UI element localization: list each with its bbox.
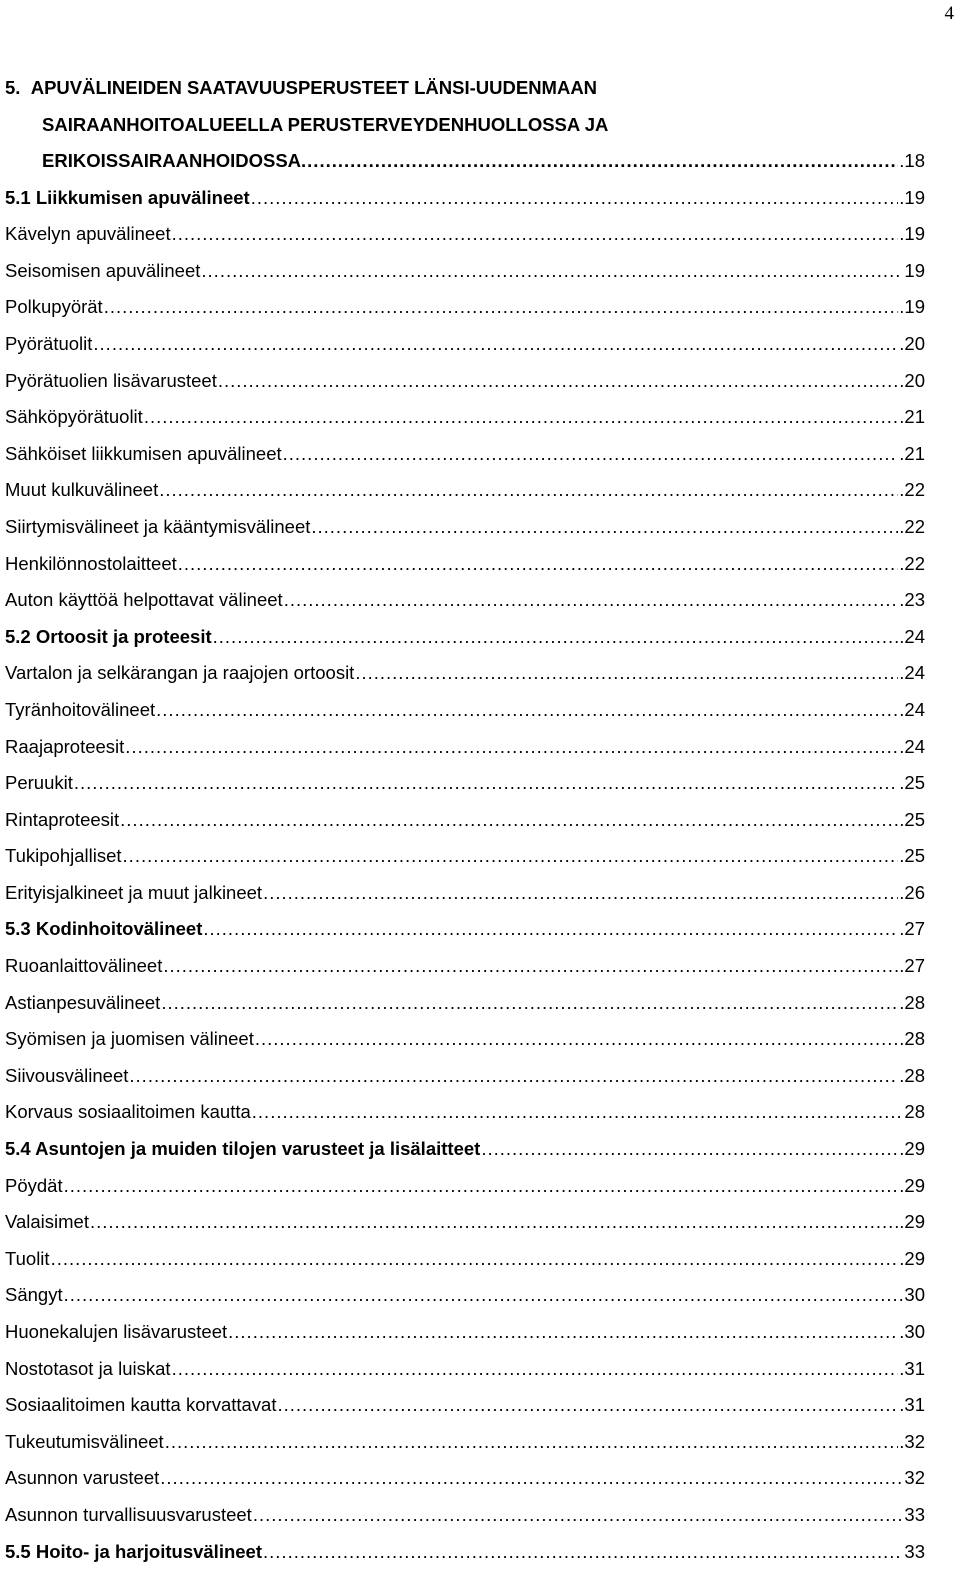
toc-entry[interactable]	[5, 363, 925, 400]
dot-leader	[307, 143, 898, 180]
toc-entry[interactable]	[5, 875, 925, 912]
toc-entry[interactable]	[5, 180, 925, 217]
dot-leader	[64, 1277, 904, 1314]
dot-leader	[161, 985, 898, 1022]
toc-entry-label: Astianpesuvälineet	[5, 991, 161, 1013]
toc-entry-page-number: .26	[899, 881, 925, 903]
toc-entry-label: Nostotasot ja luiskat	[5, 1357, 171, 1379]
toc-entry-label: Tyränhoitovälineet	[5, 698, 156, 720]
toc-entry-page-number: .24	[899, 735, 925, 757]
toc-entry-page-number: .27	[899, 955, 925, 977]
toc-entry-page-number: .25	[899, 772, 925, 794]
dot-leader	[283, 436, 899, 473]
toc-entry-page-number: .30	[899, 1321, 925, 1342]
toc-entry-label: 5.2 Ortoosit ja proteesit	[5, 625, 212, 647]
dot-leader	[93, 326, 898, 363]
toc-entry-page-number: 32	[904, 1467, 925, 1489]
toc-entry-label: Valaisimet	[5, 1211, 89, 1233]
toc-entry[interactable]	[5, 472, 925, 509]
toc-entry[interactable]	[5, 1241, 925, 1278]
toc-entry[interactable]	[5, 985, 925, 1022]
toc-entry-label: Ruoanlaittovälineet	[5, 955, 163, 977]
toc-entry[interactable]	[5, 619, 925, 656]
dot-leader	[203, 911, 898, 948]
dot-leader	[255, 1021, 898, 1058]
chapter-heading-line-1	[5, 70, 925, 107]
toc-entry-label: Tuolit	[5, 1247, 50, 1269]
toc-entry[interactable]	[5, 326, 925, 363]
toc-entry-page-number: .29	[899, 1174, 925, 1196]
toc-entry-label: Sängyt	[5, 1284, 63, 1306]
toc-entry-page-number: .29	[899, 1211, 925, 1233]
toc-entry[interactable]	[5, 692, 925, 729]
dot-leader	[228, 1314, 898, 1351]
toc-entry-page-number: .25	[899, 808, 925, 830]
toc-entry[interactable]	[5, 765, 925, 802]
dot-leader	[284, 582, 899, 619]
dot-leader	[64, 1168, 899, 1205]
toc-entry-page-number: 19	[904, 259, 925, 281]
toc-entry-label: Kävelyn apuvälineet	[5, 223, 171, 245]
toc-entry[interactable]	[5, 216, 925, 253]
toc-entry-page-number: .20	[899, 369, 925, 391]
toc-entry-page-number: .29	[899, 1247, 925, 1269]
dot-leader	[144, 399, 898, 436]
toc-entry[interactable]	[5, 1204, 925, 1241]
toc-entry-page-number: .28	[899, 991, 925, 1013]
dot-leader	[90, 1204, 898, 1241]
toc-entry-label: 5.3 Kodinhoitovälineet	[5, 918, 203, 940]
page-number: 4	[944, 3, 954, 24]
toc-entry-label: Syömisen ja juomisen välineet	[5, 1028, 254, 1050]
dot-leader	[172, 1351, 899, 1388]
toc-entry-page-number: .21	[899, 406, 925, 428]
dot-leader	[120, 802, 898, 839]
toc-entry-label: Raajaproteesit	[5, 735, 125, 757]
toc-entry-page-number: .19	[899, 186, 925, 208]
toc-entry-page-number: .24	[899, 625, 925, 647]
toc-entry[interactable]	[5, 1424, 925, 1461]
dot-leader	[213, 619, 899, 656]
toc-entry-label: Rintaproteesit	[5, 808, 120, 830]
toc-entry[interactable]	[5, 838, 925, 875]
dot-leader	[104, 289, 899, 326]
toc-entry-page-number: .28	[899, 1028, 925, 1050]
chapter-number: 5.	[5, 77, 21, 98]
toc-entry[interactable]	[5, 655, 925, 692]
dot-leader	[172, 216, 899, 253]
toc-entry-page-number: .27	[899, 918, 925, 940]
toc-entry-label: 5.5 Hoito- ja harjoitusvälineet	[5, 1540, 263, 1562]
toc-entry-page-number: 30	[904, 1284, 925, 1306]
dot-leader	[277, 1387, 898, 1424]
dot-leader	[159, 472, 898, 509]
toc-entry-label: Asunnon varusteet	[5, 1467, 160, 1489]
chapter-title-part-3: ERIKOISSAIRAANHOIDOSSA.	[42, 150, 307, 171]
toc-entry[interactable]	[5, 1534, 925, 1570]
toc-entry-label: Tukipohjalliset	[5, 845, 122, 867]
toc-entry-label: 5.1 Liikkumisen apuvälineet	[5, 186, 250, 208]
dot-leader	[251, 180, 899, 217]
toc-entry[interactable]	[5, 729, 925, 766]
toc-entry[interactable]	[5, 436, 925, 473]
toc-entry-label: Vartalon ja selkärangan ja raajojen ortoosit	[5, 662, 355, 684]
table-of-contents	[5, 70, 925, 1570]
toc-entry[interactable]	[5, 948, 925, 985]
chapter-heading-line-2: SAIRAANHOITOALUEELLA PERUSTERVEYDENHUOLLOSSA JA	[42, 113, 609, 135]
dot-leader	[51, 1241, 899, 1278]
toc-entry[interactable]	[5, 1460, 925, 1497]
toc-entry-page-number: .23	[899, 589, 925, 611]
toc-entry-label: Asunnon turvallisuusvarusteet	[5, 1503, 252, 1525]
toc-entry-page-number: .24	[899, 662, 925, 684]
toc-entry-page-number: .31	[899, 1357, 925, 1379]
toc-entry-label: 5.4 Asuntojen ja muiden tilojen varusteet ja lisälaitteet	[5, 1138, 481, 1160]
toc-entry-label: Siirtymisvälineet ja kääntymisvälineet	[5, 515, 311, 537]
chapter-heading-line-3	[5, 143, 925, 180]
toc-entry-page-number: .22	[899, 515, 925, 537]
toc-entry-page-number: .31	[899, 1394, 925, 1416]
dot-leader	[125, 729, 898, 766]
toc-entry[interactable]	[5, 1168, 925, 1205]
toc-entry-page-number: .32	[899, 1430, 925, 1452]
toc-entry-label: Pöydät	[5, 1174, 63, 1196]
toc-entry[interactable]	[5, 802, 925, 839]
dot-leader	[129, 1058, 898, 1095]
toc-entry[interactable]	[5, 1351, 925, 1388]
toc-entry-page-number: .21	[899, 442, 925, 464]
dot-leader	[481, 1131, 898, 1168]
dot-leader	[253, 1497, 904, 1534]
toc-entry[interactable]	[5, 911, 925, 948]
toc-entry-label: Sähköpyörätuolit	[5, 406, 143, 428]
toc-entry-page-number: .19	[899, 296, 925, 318]
toc-entry-label: Seisomisen apuvälineet	[5, 259, 201, 281]
toc-entry[interactable]	[5, 1497, 925, 1534]
toc-entry-page-number: .22	[899, 552, 925, 574]
toc-entry-page-number: .29	[899, 1138, 925, 1160]
dot-leader	[218, 363, 898, 400]
toc-entry-label: Henkilönnostolaitteet	[5, 552, 177, 574]
dot-leader	[263, 875, 898, 912]
toc-entry-page-number: .20	[899, 332, 925, 354]
dot-leader	[160, 1460, 903, 1497]
dot-leader	[156, 692, 898, 729]
toc-entry[interactable]	[5, 1058, 925, 1095]
dot-leader	[201, 253, 903, 290]
toc-entry[interactable]	[5, 1094, 925, 1131]
toc-entry-list	[5, 180, 925, 1570]
toc-entry[interactable]	[5, 1314, 925, 1351]
toc-entry-page-number: 33	[904, 1540, 925, 1562]
toc-entry-label: Korvaus sosiaalitoimen kautta	[5, 1101, 251, 1123]
toc-entry-label: Erityisjalkineet ja muut jalkineet	[5, 881, 263, 903]
dot-leader	[178, 546, 899, 583]
toc-entry-label: Siivousvälineet	[5, 1064, 129, 1086]
toc-entry-label: Pyörätuolien lisävarusteet	[5, 369, 217, 391]
toc-entry-page-number: 33	[904, 1503, 925, 1525]
toc-entry-page-number: .28	[899, 1064, 925, 1086]
toc-entry-label: Sosiaalitoimen kautta korvattavat	[5, 1394, 277, 1416]
dot-leader	[252, 1094, 904, 1131]
dot-leader	[355, 655, 898, 692]
toc-entry[interactable]	[5, 1277, 925, 1314]
toc-entry-page-number: 28	[904, 1101, 925, 1123]
toc-entry-label: Polkupyörät	[5, 296, 103, 318]
toc-entry-label: Peruukit	[5, 772, 73, 794]
toc-entry-page-number: .25	[899, 845, 925, 867]
chapter-heading[interactable]	[5, 70, 925, 180]
toc-entry[interactable]	[5, 546, 925, 583]
toc-entry[interactable]	[5, 1387, 925, 1424]
toc-entry[interactable]	[5, 253, 925, 290]
toc-entry-page-number: .22	[899, 479, 925, 501]
toc-entry[interactable]	[5, 399, 925, 436]
toc-entry-label: Auton käyttöä helpottavat välineet	[5, 589, 283, 611]
toc-entry-label: Sähköiset liikkumisen apuvälineet	[5, 442, 282, 464]
toc-entry[interactable]	[5, 289, 925, 326]
toc-entry-page-number: .24	[899, 698, 925, 720]
dot-leader	[163, 948, 898, 985]
dot-leader	[263, 1534, 903, 1570]
toc-entry-label: Pyörätuolit	[5, 332, 93, 354]
toc-entry[interactable]	[5, 1131, 925, 1168]
toc-entry[interactable]	[5, 582, 925, 619]
toc-entry-label: Muut kulkuvälineet	[5, 479, 159, 501]
dot-leader	[311, 509, 898, 546]
chapter-page-number: .18	[899, 150, 925, 171]
chapter-title-part-1: APUVÄLINEIDEN SAATAVUUSPERUSTEET LÄNSI-UUDENMAAN	[30, 77, 598, 98]
toc-entry-label: Tukeutumisvälineet	[5, 1430, 164, 1452]
dot-leader	[74, 765, 898, 802]
dot-leader	[165, 1424, 899, 1461]
toc-entry-label: Huonekalujen lisävarusteet	[5, 1321, 228, 1342]
dot-leader	[123, 838, 899, 875]
toc-entry-page-number: .19	[899, 223, 925, 245]
toc-entry[interactable]	[5, 1021, 925, 1058]
toc-entry[interactable]	[5, 509, 925, 546]
